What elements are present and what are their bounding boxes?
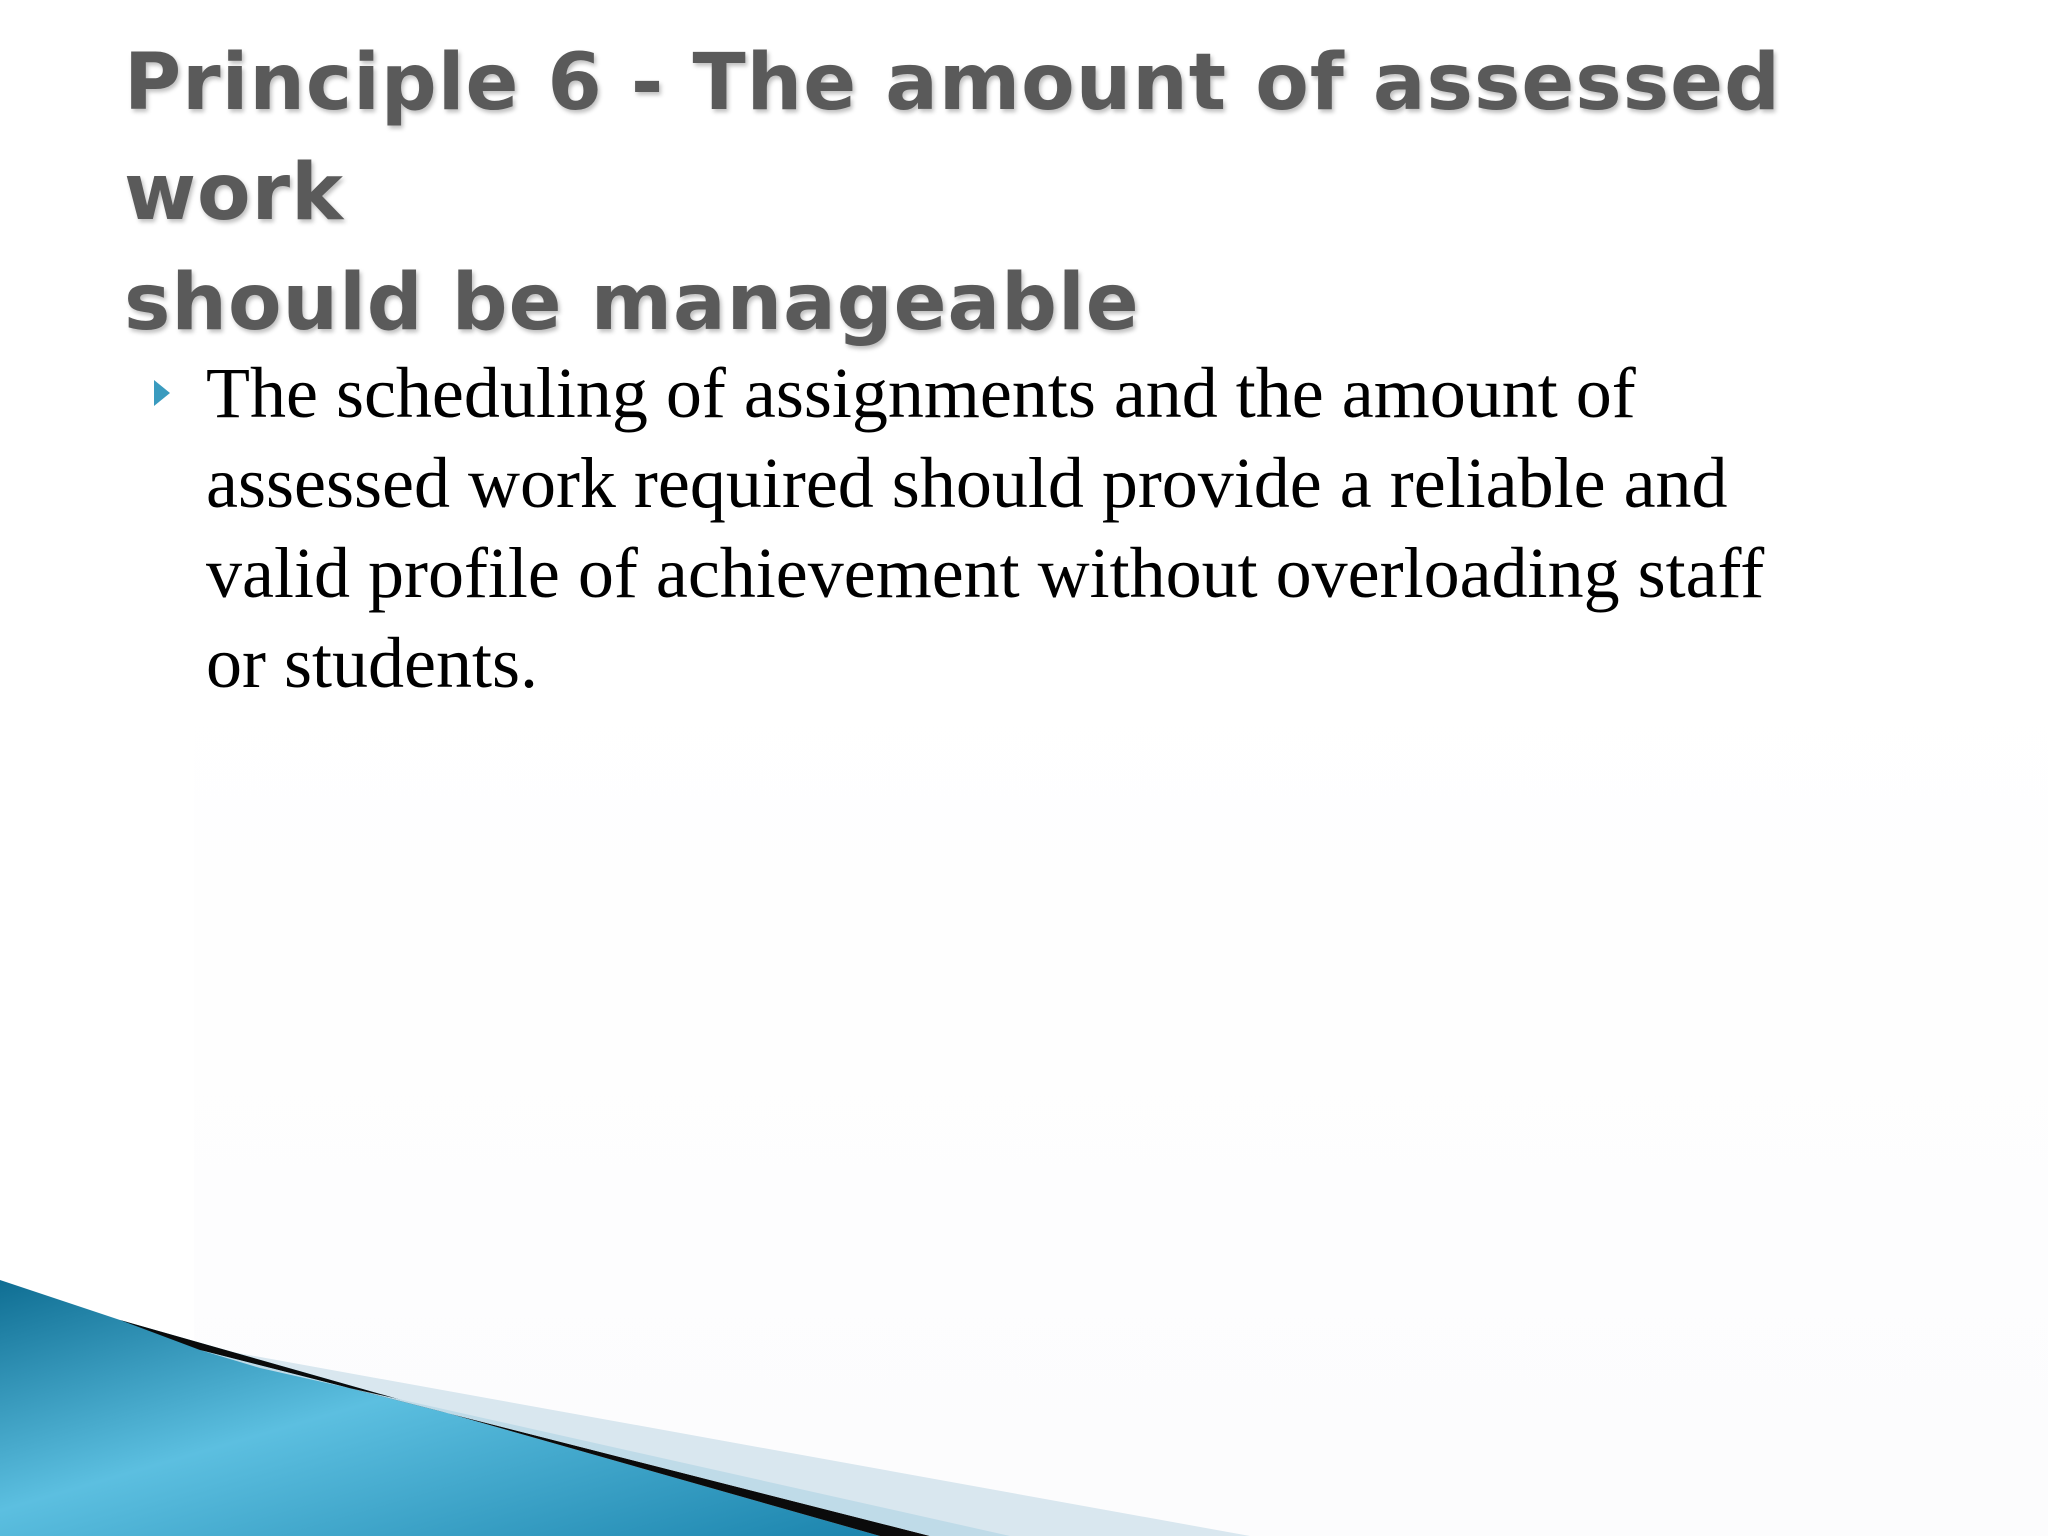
slide-title bbox=[124, 28, 1944, 358]
title-line-1: Principle 6 - The amount of assessed work bbox=[124, 38, 1781, 238]
corner-swoosh-decoration bbox=[0, 1280, 2048, 1536]
list-item bbox=[140, 348, 1920, 708]
title-line-2: should be manageable bbox=[124, 258, 1140, 348]
bullet-text: The scheduling of assignments and the amount of assessed work required should provide a reliable and valid profile of achievement without overloading staff or students. bbox=[206, 353, 1765, 703]
triangle-right-icon bbox=[140, 348, 206, 438]
bullet-list bbox=[140, 348, 1920, 708]
